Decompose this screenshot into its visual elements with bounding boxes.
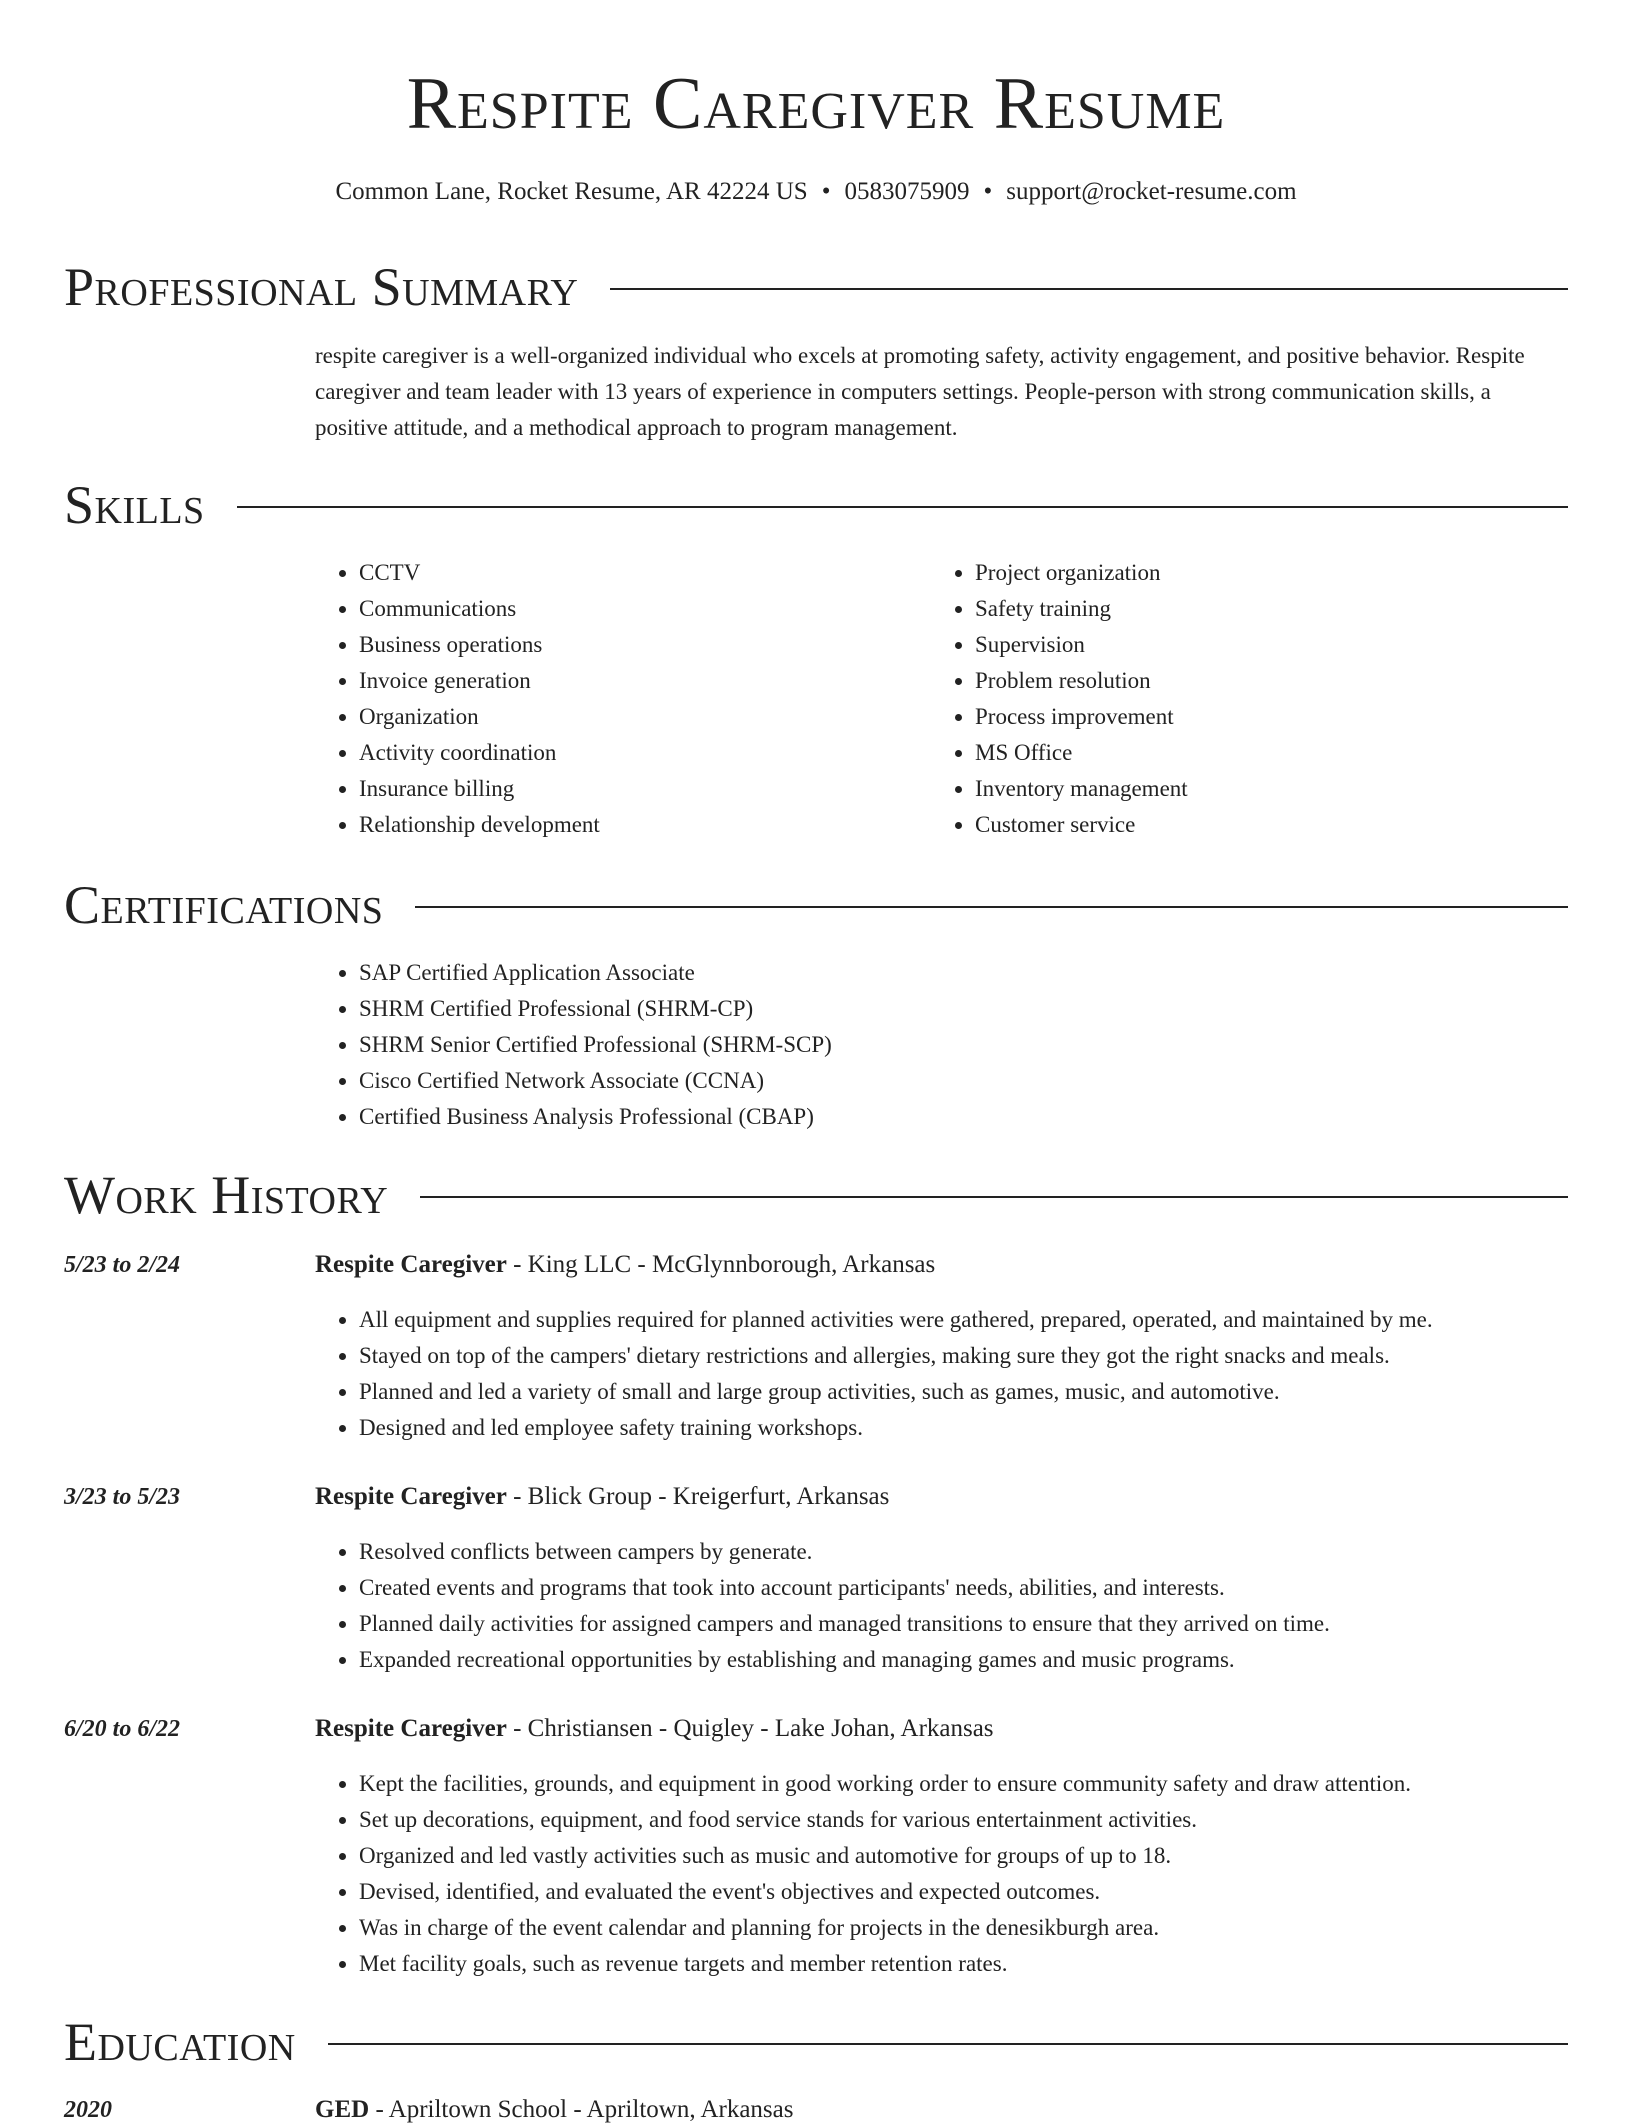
work-history-section-heading — [64, 1160, 1568, 1230]
job-duty-item: • Organized and led vastly activities such as music and automotive for groups of up to 18. — [359, 1838, 1568, 1874]
education-heading: Education — [64, 2012, 296, 2072]
job-header — [315, 1479, 1568, 1515]
certifications-block — [315, 955, 1568, 1135]
job-duty-item: • Planned and led a variety of small and large group activities, such as games, music, and automotive. — [359, 1374, 1568, 1410]
skill-item: • Inventory management — [975, 771, 1531, 807]
job-employer-location: - King LLC - McGlynnborough, Arkansas — [506, 1251, 936, 1278]
job-duties-list — [315, 1302, 1568, 1446]
education-header — [315, 2092, 1568, 2128]
job-title: Respite Caregiver — [315, 1715, 507, 1742]
education-section-heading — [64, 2007, 1568, 2077]
job-duty-item: • Planned daily activities for assigned campers and managed transitions to ensure that they arrived on time. — [359, 1606, 1568, 1642]
skill-item: • Relationship development — [359, 807, 915, 843]
education-year: 2020 — [64, 2097, 112, 2123]
job-duties — [315, 1302, 1568, 1446]
contact-address: Common Lane, Rocket Resume, AR 42224 US — [335, 178, 808, 205]
skill-item: • Project organization — [975, 555, 1531, 591]
skill-item: • Safety training — [975, 591, 1531, 627]
job-dates: 6/20 to 6/22 — [64, 1716, 181, 1742]
skill-item: • Problem resolution — [975, 663, 1531, 699]
contact-separator: • — [983, 178, 993, 205]
section-divider — [610, 288, 1568, 290]
summary-section-heading — [64, 252, 1568, 322]
certification-item: • SAP Certified Application Associate — [359, 955, 1568, 991]
job-duty-item: • Designed and led employee safety training workshops. — [359, 1410, 1568, 1446]
job-header — [315, 1247, 1568, 1283]
section-divider — [420, 1196, 1568, 1198]
contact-phone: 0583075909 — [844, 178, 970, 205]
job-header — [315, 1711, 1568, 1747]
section-divider — [415, 906, 1568, 908]
education-degree: GED — [315, 2096, 370, 2123]
skills-column-left — [315, 555, 915, 843]
education-school-location: - Apriltown School - Apriltown, Arkansas — [369, 2096, 794, 2123]
section-divider — [328, 2043, 1568, 2045]
certification-item: • Certified Business Analysis Professional (CBAP) — [359, 1099, 1568, 1135]
skill-item: • Organization — [359, 699, 915, 735]
certifications-heading: Certifications — [64, 875, 384, 935]
skill-item: • Invoice generation — [359, 663, 915, 699]
job-duties-list — [315, 1766, 1568, 1982]
certification-item: • SHRM Senior Certified Professional (SHRM-SCP) — [359, 1027, 1568, 1063]
skill-item: • CCTV — [359, 555, 915, 591]
skills-heading: Skills — [64, 475, 205, 535]
contact-email: support@rocket-resume.com — [1006, 178, 1297, 205]
job-duty-item: • Stayed on top of the campers' dietary restrictions and allergies, making sure they got the right snacks and meals. — [359, 1338, 1568, 1374]
job-duty-item: • Kept the facilities, grounds, and equipment in good working order to ensure community safety and draw attention. — [359, 1766, 1568, 1802]
skill-item: • Supervision — [975, 627, 1531, 663]
resume-title: Respite Caregiver Resume — [406, 63, 1226, 145]
contact-line — [0, 174, 1632, 210]
job-duties — [315, 1766, 1568, 1982]
summary-block — [315, 338, 1568, 446]
section-divider — [237, 506, 1568, 508]
job-duty-item: • Created events and programs that took into account participants' needs, abilities, and interests. — [359, 1570, 1568, 1606]
job-duty-item: • Expanded recreational opportunities by establishing and managing games and music programs. — [359, 1642, 1568, 1678]
job-duties-list — [315, 1534, 1568, 1678]
job-duty-item: • Set up decorations, equipment, and food service stands for various entertainment activities. — [359, 1802, 1568, 1838]
skill-item: • Communications — [359, 591, 915, 627]
skill-item: • Business operations — [359, 627, 915, 663]
skills-column-right — [931, 555, 1531, 843]
skill-item: • Customer service — [975, 807, 1531, 843]
job-duty-item: • All equipment and supplies required for planned activities were gathered, prepared, operated, and maintained by me. — [359, 1302, 1568, 1338]
contact-separator: • — [821, 178, 831, 205]
job-duty-item: • Devised, identified, and evaluated the event's objectives and expected outcomes. — [359, 1874, 1568, 1910]
job-duties — [315, 1534, 1568, 1678]
job-title: Respite Caregiver — [315, 1483, 507, 1510]
summary-text: respite caregiver is a well-organized individual who excels at promoting safety, activity engagement, and positive behavior. Respite caregiver and team leader with 13 years of experience in computers settings. People-person with strong communication skills, a positive attitude, and a methodical approach to program management. — [315, 343, 1525, 440]
job-duty-item: • Was in charge of the event calendar and planning for projects in the denesikburgh area. — [359, 1910, 1568, 1946]
job-title: Respite Caregiver — [315, 1251, 507, 1278]
skill-item: • Insurance billing — [359, 771, 915, 807]
job-duty-item: • Resolved conflicts between campers by generate. — [359, 1534, 1568, 1570]
skill-item: • MS Office — [975, 735, 1531, 771]
job-employer-location: - Blick Group - Kreigerfurt, Arkansas — [506, 1483, 890, 1510]
skills-list-left — [315, 555, 915, 843]
certifications-section-heading — [64, 870, 1568, 940]
work-history-heading: Work History — [64, 1165, 389, 1225]
job-employer-location: - Christiansen - Quigley - Lake Johan, Arkansas — [506, 1715, 994, 1742]
certifications-list — [315, 955, 1568, 1135]
certification-item: • SHRM Certified Professional (SHRM-CP) — [359, 991, 1568, 1027]
skills-list-right — [931, 555, 1531, 843]
skills-section-heading — [64, 470, 1568, 540]
skill-item: • Process improvement — [975, 699, 1531, 735]
job-duty-item: • Met facility goals, such as revenue targets and member retention rates. — [359, 1946, 1568, 1982]
certification-item: • Cisco Certified Network Associate (CCNA) — [359, 1063, 1568, 1099]
summary-heading: Professional Summary — [64, 257, 579, 317]
job-dates: 5/23 to 2/24 — [64, 1252, 181, 1278]
job-dates: 3/23 to 5/23 — [64, 1484, 181, 1510]
skill-item: • Activity coordination — [359, 735, 915, 771]
